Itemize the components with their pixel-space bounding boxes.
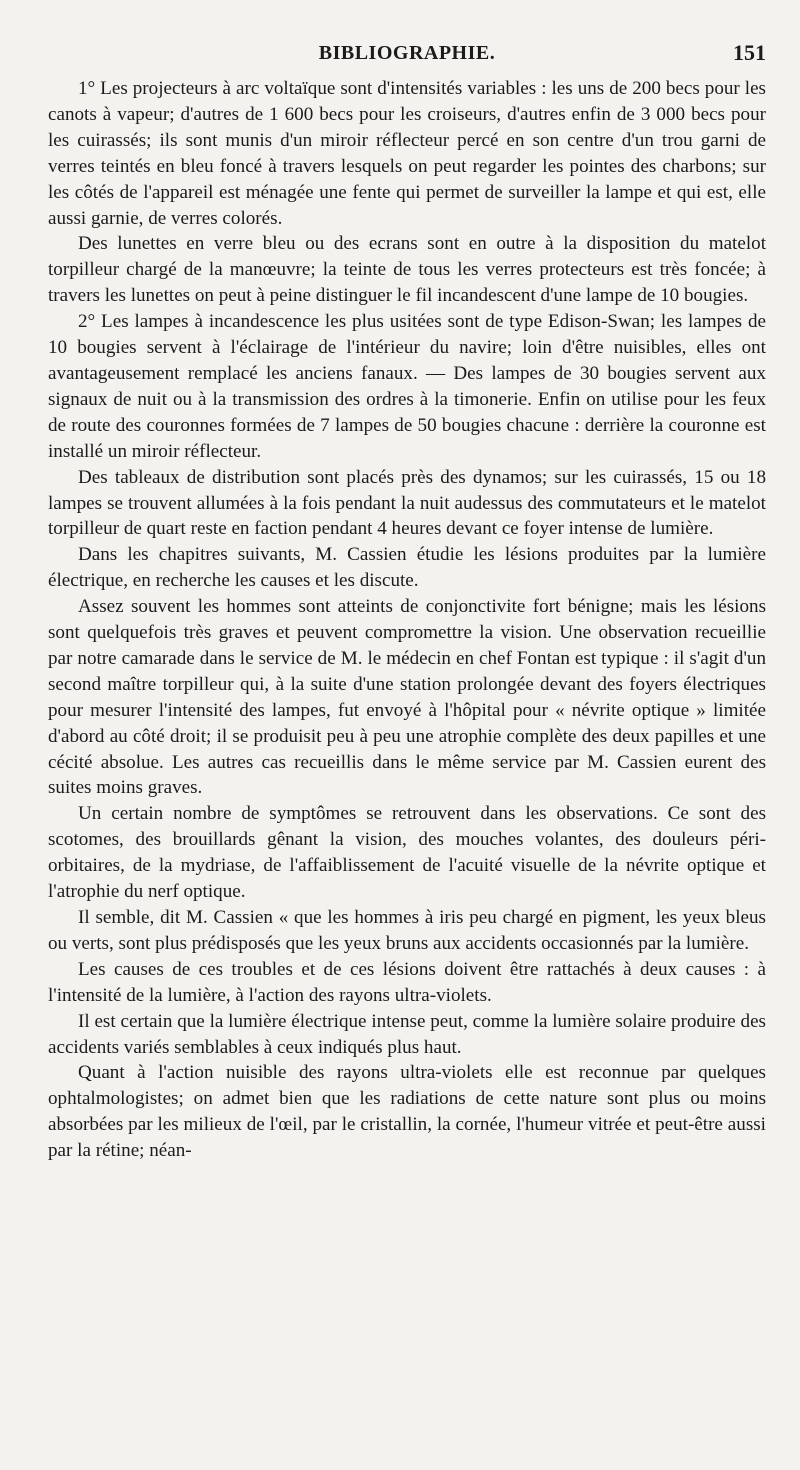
paragraph: Il semble, dit M. Cassien « que les hommes à iris peu chargé en pigment, les yeux bleus ou verts, sont plus prédisposés que les yeux bruns aux accidents occasionnés par la lumière. — [48, 907, 766, 954]
paragraph: Des tableaux de distribution sont placés près des dynamos; sur les cuirassés, 15 ou 18 lampes se trouvent allumées à la fois pendant la nuit audessus des commutateurs et le matelot torpilleur de quart reste en faction pendant 4 heures devant ce foyer intense de lumière. — [48, 466, 766, 540]
paragraph: Assez souvent les hommes sont atteints de conjonctivite fort bénigne; mais les lésions sont quelquefois très graves et peuvent compromettre la vision. Une observation recueillie par notre camarade dans le service de M. le médecin en chef Fontan est typique : il s'agit d'un second maître torpilleur qui, à la suite d'une station prolongée devant des foyers électriques pour mesurer l'intensité des lampes, fut envoyé à l'hôpital pour « névrite optique » limitée d'abord au côté droit; il se produisit peu à peu une atrophie complète des deux papilles et une cécité absolue. Les autres cas recueillis dans le même service par M. Cassien eurent des suites moins graves. — [48, 596, 766, 799]
paragraph: Il est certain que la lumière électrique intense peut, comme la lumière solaire produire des accidents variés semblables à ceux indiqués plus haut. — [48, 1010, 766, 1058]
paragraph: Des lunettes en verre bleu ou des ecrans sont en outre à la disposition du matelot torpilleur chargé de la manœuvre; la teinte de tous les verres protecteurs est très foncée; à travers les lunettes on peut à peine distinguer le fil incandescent d'une lampe de 10 bougies. — [48, 233, 766, 307]
paragraph: 2° Les lampes à incandescence les plus usitées sont de type Edison-Swan; les lampes de 10 bougies servent à l'éclairage de l'intérieur du navire; loin d'être nuisibles, elles ont avantageusement remplacé les anciens fanaux. — Des lampes de 30 bougies servent aux signaux de nuit ou à la transmission des ordres à la timonerie. Enfin on utilise pour les feux de route des couronnes formées de 7 lampes de 50 bougies chacune : derrière la couronne est installé un miroir réflecteur. — [48, 311, 766, 462]
paragraph: Quant à l'action nuisible des rayons ultra-violets elle est reconnue par quelques ophtalmologistes; on admet bien que les radiations de cette nature sont plus ou moins absorbées par les milieux de l'œil, par le cristallin, la cornée, l'humeur vitrée et peut-être aussi par la rétine; néan- — [48, 1062, 766, 1162]
paragraph: 1° Les projecteurs à arc voltaïque sont d'intensités variables : les uns de 200 becs pour les canots à vapeur; d'autres de 1 600 becs pour les croiseurs, d'autres enfin de 3 000 becs pour les cuirassés; ils sont munis d'un miroir réflecteur percé en son centre d'un trou garni de verres teintés en bleu foncé à travers lesquels on peut regarder les pointes des charbons; sur les côtés de l'appareil est ménagée une fente qui permet de surveiller la lampe et qui est, elle aussi garnie, de verres colorés. — [48, 78, 766, 229]
paragraph: Un certain nombre de symptômes se retrouvent dans les observations. Ce sont des scotomes, des brouillards gênant la vision, des mouches volantes, des douleurs péri-orbitaires, de la mydriase, de l'affaiblissement de l'acuité visuelle de la névrite optique et l'atrophie du nerf optique. — [48, 803, 766, 903]
page-number: 151 — [733, 40, 766, 65]
paragraph: Les causes de ces troubles et de ces lésions doivent être rattachés à deux causes : à l'intensité de la lumière, à l'action des rayons ultra-violets. — [48, 958, 766, 1006]
document-page — [48, 40, 766, 1450]
body-text — [48, 76, 766, 1164]
page-header — [48, 40, 766, 68]
running-head: BIBLIOGRAPHIE. — [318, 42, 496, 64]
paragraph: Dans les chapitres suivants, M. Cassien étudie les lésions produites par la lumière électrique, en recherche les causes et les discute. — [48, 544, 766, 592]
